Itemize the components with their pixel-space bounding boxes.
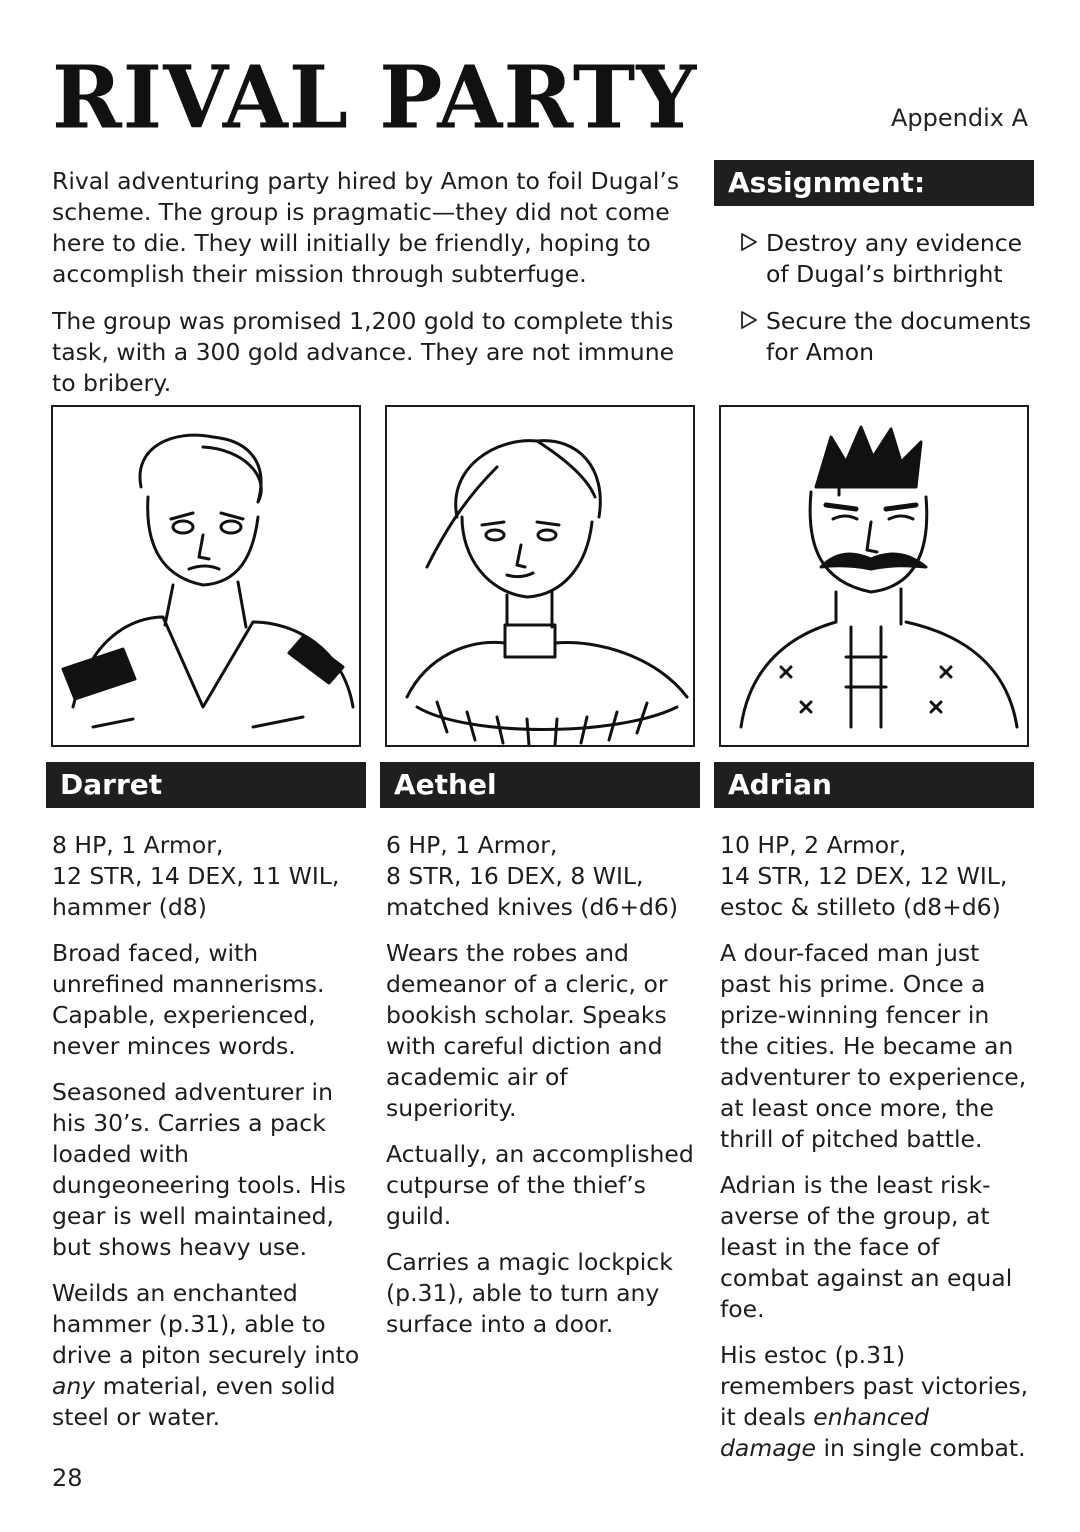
assignment-item [714,228,1034,290]
character-name: Darret [46,762,366,808]
character-details [714,808,1032,1464]
character-details [46,808,364,1433]
text-span: His estoc (p.31) remembers past victories, it deals [720,1341,1029,1431]
stats-line: 8 HP, 1 Armor, [52,831,224,859]
portrait-adrian [719,405,1029,747]
character-stats [52,830,364,923]
character-name: Adrian [714,762,1034,808]
character-paragraph: Carries a magic lockpick (p.31), able to turn any surface into a door. [386,1248,673,1338]
stats-line: 8 STR, 16 DEX, 8 WIL, [386,862,644,890]
character-paragraph: Actually, an accomplished cutpurse of the thief’s guild. [386,1140,694,1230]
appendix-label: Appendix A [890,104,1028,132]
assignment-item [714,306,1034,368]
character-details [380,808,698,1340]
stats-line: 6 HP, 1 Armor, [386,831,558,859]
intro-paragraph: The group was promised 1,200 gold to complete this task, with a 300 gold advance. They are not immune to bribery. [52,307,675,397]
portrait-darret [51,405,361,747]
stats-line: matched knives (d6+d6) [386,893,679,921]
text-span: Weilds an enchanted hammer (p.31), able to drive a piton securely into [52,1279,360,1369]
character-stats [720,830,1032,923]
stats-line: estoc & stilleto (d8+d6) [720,893,1001,921]
triangle-right-outline-icon [740,310,758,330]
emphasis-text: any [52,1372,96,1400]
assignment-item-text: Secure the documents for Amon [766,307,1032,366]
character-paragraph: Wears the robes and demeanor of a cleric, or bookish scholar. Speaks with careful diction and academic air of superiority. [386,939,668,1122]
emphasis-text: enhanced damage [720,1403,930,1462]
intro-section [52,166,702,415]
assignment-heading: Assignment: [714,160,1034,206]
character-paragraph: A dour-faced man just past his prime. Once a prize-winning fencer in the cities. He became an adventurer to experience, at least once more, the thrill of pitched battle. [720,939,1027,1153]
character-paragraph: Adrian is the least risk-averse of the group, at least in the face of combat against an equal foe. [720,1171,1013,1323]
stats-line: 10 HP, 2 Armor, [720,831,907,859]
text-span: material, even solid steel or water. [52,1372,336,1431]
text-span: in single combat. [816,1434,1026,1462]
character-stats [386,830,698,923]
character-paragraph: Broad faced, with unrefined mannerisms. Capable, experienced, never minces words. [52,939,325,1060]
stats-line: 14 STR, 12 DEX, 12 WIL, [720,862,1008,890]
assignment-list [714,228,1034,368]
page-title: RIVAL PARTY [52,47,698,148]
character-adrian [714,762,1034,1479]
assignment-item-text: Destroy any evidence of Dugal’s birthright [766,229,1023,288]
portrait-aethel [385,405,695,747]
character-darret [46,762,366,1448]
assignment-section [714,160,1034,384]
page-number: 28 [52,1464,83,1492]
intro-paragraph: Rival adventuring party hired by Amon to foil Dugal’s scheme. The group is pragmatic—they did not come here to die. They will initially be friendly, hoping to accomplish their mission through subterfuge. [52,167,680,288]
character-paragraph [52,1278,364,1433]
character-paragraph: Seasoned adventurer in his 30’s. Carries a pack loaded with dungeoneering tools. His gear is well maintained, but shows heavy use. [52,1078,346,1261]
stats-line: hammer (d8) [52,893,207,921]
character-aethel [380,762,700,1355]
character-paragraph [720,1340,1032,1464]
character-name: Aethel [380,762,700,808]
triangle-right-outline-icon [740,232,758,252]
stats-line: 12 STR, 14 DEX, 11 WIL, [52,862,340,890]
